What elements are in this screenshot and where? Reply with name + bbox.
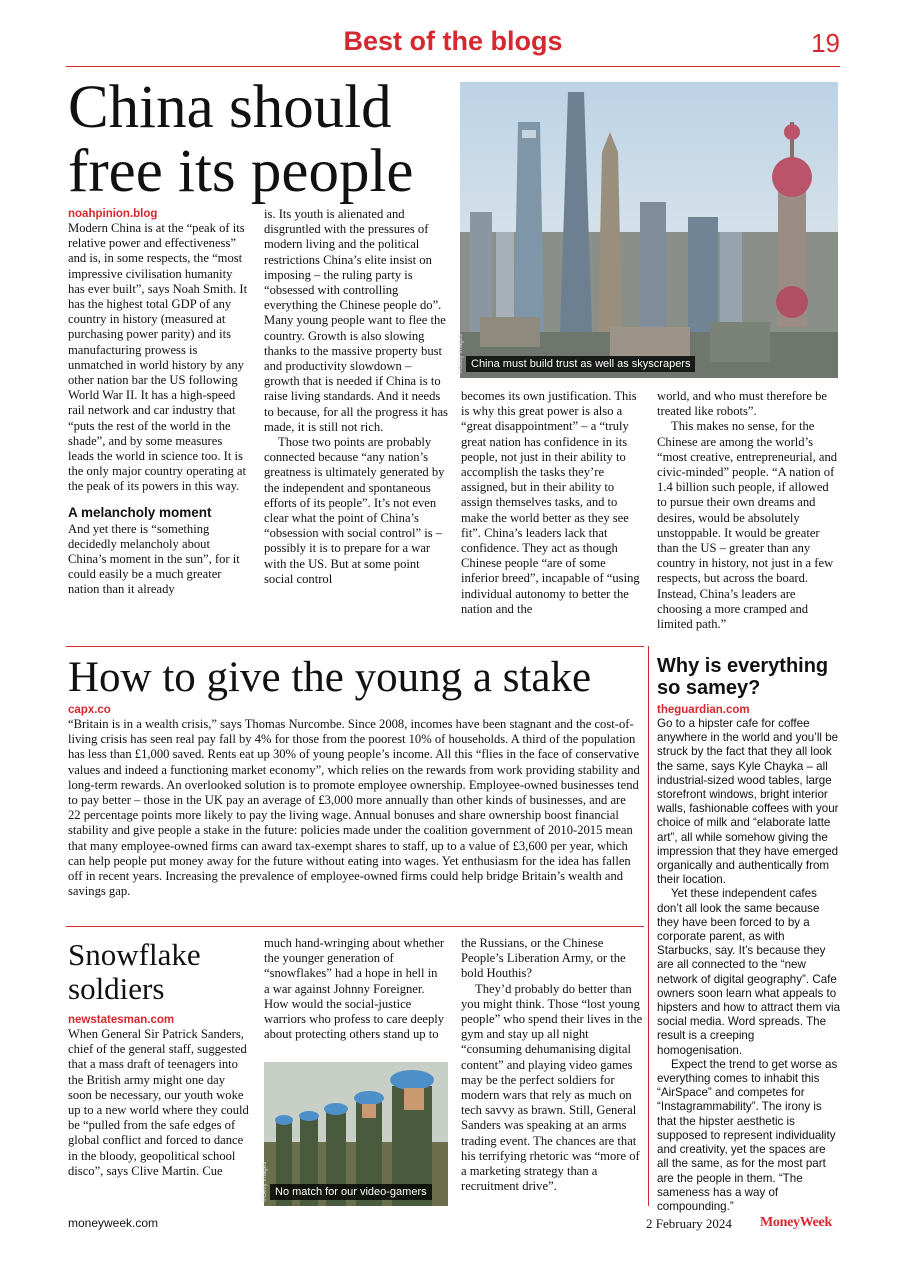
body-paragraph: “Britain is in a wealth crisis,” says Thomas Nurcombe. Since 2008, incomes have been stagnant and the cost-of-living crisis has seen real pay fall by 4% for those from the poorest 10% of households. A third of the population has less than £1,000 saved. Rents eat up 30% of young people’s income. All this “flies in the face of conservative values and indeed a functioning market economy”, which relies on the rewards from work providing stability and long-term rewards. An overlooked solution is to promote employee ownership. Employee-owned businesses tend to pay better – those in the UK pay an average of £3,000 more annually than other kinds of businesses, and are 22 percentage points more likely to pay the living wage. Annual bonuses and share ownership boost financial stability and give people a stake in the future: policies made under the coalition government of 2010-2015 mean that many employee-owned firms can award tax-exempt shares to staff, up to a value of £3,600 per year, which can help people put money away for the future without eating into wages. Yet enthusiasm for the idea has fallen off in recent years. Increasing the prevalence of employee-owned firms could help bridge Britain’s wealth and savings gap. — [68, 717, 640, 899]
body-paragraph: Expect the trend to get worse as everything comes to inhabit this “AirSpace” and competes for “Instagrammability”. The irony is that the hipster aesthetic is supposed to represent individuality and creativity, yet the spaces are all the same, as for the most part are the people in them. “The sameness has a way of compounding.” — [657, 1057, 838, 1213]
body-paragraph: much hand-wringing about whether the younger generation of “snowflakes” had a hope in hell in a war against Johnny Foreigner. How would the social-justice warriors who profess to care deeply about protecting others stand up to — [264, 936, 445, 1042]
article-headline: How to give the young a stake — [68, 654, 592, 701]
photo-caption: No match for our video-gamers — [270, 1184, 432, 1200]
footer-site: moneyweek.com — [68, 1216, 159, 1230]
headline-line: Snowflake — [68, 937, 201, 972]
article-source: theguardian.com — [657, 704, 750, 716]
body-paragraph: world, and who must therefore be treated like robots”. — [657, 389, 827, 419]
body-paragraph: And yet there is “something decidedly melancholy about China’s moment in the sun”, for it could easily be a much greater nation than it already — [68, 521, 240, 597]
article-4-body — [657, 703, 840, 1214]
article-headline — [657, 655, 841, 699]
body-paragraph: becomes its own justification. This is why this great power is also a “great disappointment” – a “truly great nation has confidence in its people, not just in their ability to accomplish the tasks they’re assigned, but in their ability to assign themselves tasks, and to make the world better as they see fit”. China’s leaders lack that confidence. They act as though Chinese people “are of some inferior breed”, incapable of “using individual autonomy to better the nation and the — [461, 389, 640, 616]
headline-line: so samey? — [657, 677, 761, 699]
body-paragraph: is. Its youth is alienated and disgruntled with the pressures of modern living and the political restrictions China’s elite insist on imposing – the ruling party is “obsessed with controlling everything the Chinese people do”. Many young people want to flee the country. Growth is also slowing thanks to the massive property bust and productivity slowdown – growth that is needed if China is to raise living standards. And it needs to because, for all the progress it has made, it is still not rich. — [264, 207, 448, 434]
article-column-1 — [68, 1013, 250, 1179]
shanghai-skyline-photo — [460, 82, 838, 378]
body-paragraph: When General Sir Patrick Sanders, chief of the general staff, suggested that a mass draft of teenagers into the British army might one day soon be necessary, our youth woke up to a new world where they could be “pulled from the safe edges of global conflict and forced to dance in the bloody, geopolitical school disco”, says Clive Martin. Cue — [68, 1027, 249, 1178]
article-column-2 — [264, 936, 446, 1042]
article-2-body — [68, 703, 640, 899]
footer-date: 2 February 2024 — [646, 1216, 732, 1231]
article-source: capx.co — [68, 704, 111, 716]
article-headline — [68, 938, 201, 1006]
skyline-image — [460, 82, 838, 378]
photo-credit: ©Getty Images — [458, 333, 464, 374]
headline-line: free its people — [68, 138, 414, 205]
section-rule — [66, 646, 644, 647]
moneyweek-logo: MoneyWeek — [760, 1215, 832, 1230]
body-paragraph: This makes no sense, for the Chinese are among the world’s “most creative, entrepreneurial, and civic-minded” people. “A nation of 1.4 billion such people, if allowed to pursue their own dreams and desires, would be absolutely unstoppable. It would be greater than the US – greater than any country in history, not just in a few respects, but across the board. Instead, China’s leaders are choosing a more cramped and limited path.” — [657, 419, 838, 632]
page-number: 19 — [811, 28, 840, 58]
article-column-3 — [461, 389, 643, 617]
column-divider — [648, 646, 649, 1206]
headline-line: Why is everything — [657, 655, 829, 677]
article-column-3 — [461, 936, 643, 1194]
body-paragraph: They’d probably do better than you might think. Those “lost young people” who spend their lives in the gym and stay up all night “consuming dehumanising digital content” and playing video games may be the perfect soldiers for modern wars that rely as much on tech savvy as brawn. Still, General Sanders was speaking at an arms trading event. The chances are that his terrifying rhetoric was “more of a marketing strategy than a recruitment drive”. — [461, 981, 643, 1194]
article-column-2 — [264, 207, 448, 587]
article-column-4 — [657, 389, 839, 632]
section-title: Best of the blogs — [343, 26, 563, 56]
body-paragraph: Go to a hipster cafe for coffee anywhere in the world and you’ll be struck by the fact that they all look the same, says Kyle Chayka – all industrial-sized wood tables, large storefront windows, bright interior walls, fashionable coffees with your choice of milk and “elaborate latte art”, all while somehow giving the impression that they have emerged organically and authentically from their location. — [657, 717, 839, 887]
body-paragraph: Modern China is at the “peak of its relative power and effectiveness” and is, in some respects, the “most impressive civilisation humanity has ever built”, says Noah Smith. It has the highest total GDP of any country in history (measured at purchasing power parity) and its manufacturing prowess is unmatched in world history by any other nation bar the US following World War II. It has a high-speed rail network and car industry that “puts the rest of the world in the shade”, and by some measures leads the world in science too. It is the only major country operating at the peak of its powers in this way. — [68, 221, 248, 494]
body-paragraph: the Russians, or the Chinese People’s Liberation Army, or the bold Houthis? — [461, 936, 626, 981]
photo-credit: ©Getty Images — [262, 1161, 268, 1202]
headline-line: China should — [68, 74, 392, 141]
body-paragraph: Yet these independent cafes don’t all look the same because they have been forced to by a corporate parent, as with Starbucks, say. It’s because they are all connected to the “new network of digital geography”. Cafe owners soon learn what appeals to hipsters and how to attract them via social media. Word spreads. The result is a creeping homogenisation. — [657, 887, 841, 1057]
article-source: noahpinion.blog — [68, 208, 158, 220]
article-headline — [68, 76, 414, 204]
body-paragraph: Those two points are probably connected because “any nation’s greatness is ultimately generated by the independent and spontaneous efforts of its people”. It’s not even clear what the point of China’s “obsession with social control” is – possibly it is to prepare for a war with the US. But at some point social control — [264, 435, 445, 586]
soldiers-photo — [264, 1062, 448, 1206]
subheading: A melancholy moment — [68, 504, 212, 520]
photo-caption: China must build trust as well as skyscrapers — [466, 356, 695, 372]
header-rule — [66, 66, 840, 67]
headline-line: soldiers — [68, 971, 165, 1006]
article-source: newstatesman.com — [68, 1014, 175, 1026]
article-column-1 — [68, 207, 250, 598]
section-rule — [66, 926, 644, 927]
